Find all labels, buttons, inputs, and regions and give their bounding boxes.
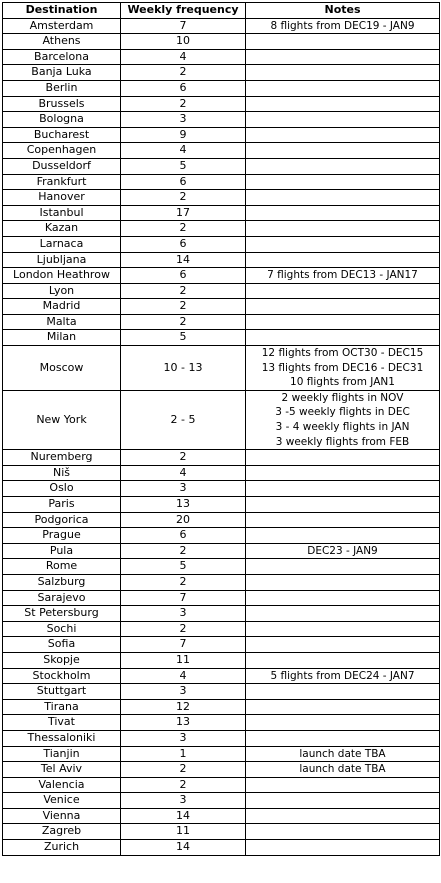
table-row <box>3 621 440 637</box>
destination-cell: Stockholm <box>3 668 121 684</box>
destination-cell: Barcelona <box>3 49 121 65</box>
notes-cell <box>246 543 440 559</box>
frequency-cell: 6 <box>121 236 246 252</box>
frequency-cell: 4 <box>121 465 246 481</box>
table-row <box>3 840 440 856</box>
frequency-cell: 14 <box>121 808 246 824</box>
destination-cell: Banja Luka <box>3 65 121 81</box>
frequency-cell: 2 <box>121 283 246 299</box>
table-row <box>3 34 440 50</box>
note-line: 10 flights from JAN1 <box>290 376 395 389</box>
destination-cell: Paris <box>3 497 121 513</box>
destination-cell: Istanbul <box>3 205 121 221</box>
frequency-cell: 7 <box>121 637 246 653</box>
frequency-cell: 17 <box>121 205 246 221</box>
table-row <box>3 65 440 81</box>
note-line: launch date TBA <box>299 763 386 776</box>
table-row <box>3 330 440 346</box>
frequency-cell: 12 <box>121 699 246 715</box>
notes-cell <box>246 65 440 81</box>
frequency-cell: 5 <box>121 158 246 174</box>
frequency-cell: 7 <box>121 590 246 606</box>
notes-cell <box>246 777 440 793</box>
note-line: DEC23 - JAN9 <box>307 544 378 557</box>
table-row <box>3 112 440 128</box>
frequency-cell: 14 <box>121 252 246 268</box>
frequency-cell: 6 <box>121 80 246 96</box>
table-row <box>3 80 440 96</box>
notes-cell <box>246 684 440 700</box>
note-line: 3 - 4 weekly flights in JAN <box>275 421 410 434</box>
notes-cell <box>246 574 440 590</box>
frequency-cell: 14 <box>121 840 246 856</box>
notes-cell <box>246 559 440 575</box>
destination-cell: Vienna <box>3 808 121 824</box>
table-row <box>3 18 440 34</box>
frequency-cell: 3 <box>121 730 246 746</box>
notes-cell <box>246 590 440 606</box>
destination-cell: Tirana <box>3 699 121 715</box>
table-row <box>3 49 440 65</box>
destination-cell: Valencia <box>3 777 121 793</box>
frequency-cell: 2 <box>121 221 246 237</box>
flights-table <box>2 2 440 856</box>
note-line: 5 flights from DEC24 - JAN7 <box>270 669 415 682</box>
destination-cell: Venice <box>3 793 121 809</box>
table-row <box>3 512 440 528</box>
table-row <box>3 390 440 449</box>
table-body <box>3 18 440 855</box>
table-header <box>3 3 440 19</box>
destination-cell: Zagreb <box>3 824 121 840</box>
destination-cell: Tianjin <box>3 746 121 762</box>
destination-cell: Podgorica <box>3 512 121 528</box>
destination-cell: Moscow <box>3 346 121 391</box>
notes-cell <box>246 481 440 497</box>
frequency-cell: 11 <box>121 652 246 668</box>
notes-cell <box>246 512 440 528</box>
frequency-cell: 2 <box>121 621 246 637</box>
frequency-cell: 2 <box>121 190 246 206</box>
table-row <box>3 96 440 112</box>
notes-cell <box>246 299 440 315</box>
notes-cell <box>246 390 440 449</box>
notes-cell <box>246 746 440 762</box>
frequency-cell: 3 <box>121 684 246 700</box>
frequency-cell: 6 <box>121 174 246 190</box>
frequency-cell: 4 <box>121 49 246 65</box>
frequency-cell: 2 <box>121 65 246 81</box>
notes-cell <box>246 18 440 34</box>
table-row <box>3 746 440 762</box>
notes-cell <box>246 112 440 128</box>
table-row <box>3 174 440 190</box>
table-row <box>3 127 440 143</box>
table-row <box>3 143 440 159</box>
table-row <box>3 252 440 268</box>
frequency-cell: 2 <box>121 96 246 112</box>
header-destination: Destination <box>3 3 121 19</box>
note-line: 12 flights from OCT30 - DEC15 <box>261 347 424 360</box>
notes-cell <box>246 80 440 96</box>
notes-cell <box>246 346 440 391</box>
frequency-cell: 13 <box>121 715 246 731</box>
table-row <box>3 808 440 824</box>
frequency-cell: 2 <box>121 777 246 793</box>
notes-cell <box>246 808 440 824</box>
frequency-cell: 10 - 13 <box>121 346 246 391</box>
frequency-cell: 2 <box>121 314 246 330</box>
frequency-cell: 1 <box>121 746 246 762</box>
destination-cell: Malta <box>3 314 121 330</box>
table-row <box>3 652 440 668</box>
frequency-cell: 2 <box>121 299 246 315</box>
destination-cell: Rome <box>3 559 121 575</box>
notes-cell <box>246 236 440 252</box>
frequency-cell: 5 <box>121 559 246 575</box>
table-row <box>3 283 440 299</box>
table-row <box>3 559 440 575</box>
table-row <box>3 684 440 700</box>
notes-cell <box>246 637 440 653</box>
notes-cell <box>246 127 440 143</box>
frequency-cell: 10 <box>121 34 246 50</box>
frequency-cell: 7 <box>121 18 246 34</box>
destination-cell: Ljubljana <box>3 252 121 268</box>
table-row <box>3 299 440 315</box>
table-row <box>3 221 440 237</box>
destination-cell: Kazan <box>3 221 121 237</box>
table-row <box>3 824 440 840</box>
frequency-cell: 6 <box>121 528 246 544</box>
table-row <box>3 730 440 746</box>
notes-cell <box>246 715 440 731</box>
destination-cell: Bologna <box>3 112 121 128</box>
notes-cell <box>246 268 440 284</box>
frequency-cell: 9 <box>121 127 246 143</box>
destination-cell: Hanover <box>3 190 121 206</box>
frequency-cell: 6 <box>121 268 246 284</box>
notes-cell <box>246 621 440 637</box>
notes-cell <box>246 840 440 856</box>
destination-cell: Athens <box>3 34 121 50</box>
table-row <box>3 497 440 513</box>
destination-cell: Prague <box>3 528 121 544</box>
notes-cell <box>246 528 440 544</box>
frequency-cell: 5 <box>121 330 246 346</box>
table-row <box>3 637 440 653</box>
header-weekly-frequency: Weekly frequency <box>121 3 246 19</box>
notes-cell <box>246 96 440 112</box>
table-row <box>3 590 440 606</box>
table-row <box>3 574 440 590</box>
notes-cell <box>246 699 440 715</box>
table-row <box>3 668 440 684</box>
frequency-cell: 4 <box>121 668 246 684</box>
destination-cell: New York <box>3 390 121 449</box>
destination-cell: Copenhagen <box>3 143 121 159</box>
destination-cell: London Heathrow <box>3 268 121 284</box>
destination-cell: Amsterdam <box>3 18 121 34</box>
frequency-cell: 2 <box>121 762 246 778</box>
destination-cell: Sofia <box>3 637 121 653</box>
destination-cell: Sarajevo <box>3 590 121 606</box>
destination-cell: Sochi <box>3 621 121 637</box>
table-row <box>3 346 440 391</box>
notes-cell <box>246 730 440 746</box>
destination-cell: Bucharest <box>3 127 121 143</box>
frequency-cell: 2 <box>121 574 246 590</box>
note-line: 7 flights from DEC13 - JAN17 <box>267 269 418 282</box>
destination-cell: Stuttgart <box>3 684 121 700</box>
table-row <box>3 205 440 221</box>
notes-cell <box>246 190 440 206</box>
destination-cell: Tel Aviv <box>3 762 121 778</box>
destination-cell: Madrid <box>3 299 121 315</box>
table-row <box>3 158 440 174</box>
table-row <box>3 699 440 715</box>
destination-cell: St Petersburg <box>3 606 121 622</box>
destination-cell: Zurich <box>3 840 121 856</box>
notes-cell <box>246 34 440 50</box>
destination-cell: Brussels <box>3 96 121 112</box>
destination-cell: Oslo <box>3 481 121 497</box>
notes-cell <box>246 668 440 684</box>
destination-cell: Milan <box>3 330 121 346</box>
notes-cell <box>246 450 440 466</box>
frequency-cell: 20 <box>121 512 246 528</box>
destination-cell: Tivat <box>3 715 121 731</box>
table-row <box>3 793 440 809</box>
frequency-cell: 2 - 5 <box>121 390 246 449</box>
notes-cell <box>246 174 440 190</box>
destination-cell: Pula <box>3 543 121 559</box>
table-row <box>3 314 440 330</box>
destination-cell: Lyon <box>3 283 121 299</box>
notes-cell <box>246 606 440 622</box>
note-line: 8 flights from DEC19 - JAN9 <box>270 19 415 32</box>
frequency-cell: 2 <box>121 543 246 559</box>
table-row <box>3 762 440 778</box>
note-line: 13 flights from DEC16 - DEC31 <box>261 361 424 374</box>
note-line: launch date TBA <box>299 747 386 760</box>
destination-cell: Berlin <box>3 80 121 96</box>
notes-cell <box>246 252 440 268</box>
table-row <box>3 777 440 793</box>
destination-cell: Larnaca <box>3 236 121 252</box>
frequency-cell: 11 <box>121 824 246 840</box>
notes-cell <box>246 652 440 668</box>
notes-cell <box>246 158 440 174</box>
header-notes: Notes <box>246 3 440 19</box>
destination-cell: Skopje <box>3 652 121 668</box>
destination-cell: Niš <box>3 465 121 481</box>
frequency-cell: 4 <box>121 143 246 159</box>
table-row <box>3 481 440 497</box>
table-row <box>3 190 440 206</box>
notes-cell <box>246 205 440 221</box>
note-line: 3 weekly flights from FEB <box>275 435 410 448</box>
header-row <box>3 3 440 19</box>
destination-cell: Dusseldorf <box>3 158 121 174</box>
destination-cell: Nuremberg <box>3 450 121 466</box>
notes-cell <box>246 497 440 513</box>
table-row <box>3 450 440 466</box>
destination-cell: Thessaloniki <box>3 730 121 746</box>
destination-cell: Salzburg <box>3 574 121 590</box>
table-row <box>3 465 440 481</box>
notes-cell <box>246 221 440 237</box>
notes-cell <box>246 762 440 778</box>
table-row <box>3 543 440 559</box>
table-row <box>3 528 440 544</box>
note-line: 3 -5 weekly flights in DEC <box>275 406 410 419</box>
notes-cell <box>246 314 440 330</box>
notes-cell <box>246 793 440 809</box>
notes-cell <box>246 283 440 299</box>
table-row <box>3 268 440 284</box>
frequency-cell: 2 <box>121 450 246 466</box>
frequency-cell: 3 <box>121 112 246 128</box>
destination-cell: Frankfurt <box>3 174 121 190</box>
notes-cell <box>246 824 440 840</box>
frequency-cell: 3 <box>121 606 246 622</box>
frequency-cell: 13 <box>121 497 246 513</box>
table-row <box>3 715 440 731</box>
table-row <box>3 606 440 622</box>
frequency-cell: 3 <box>121 793 246 809</box>
notes-cell <box>246 330 440 346</box>
notes-cell <box>246 49 440 65</box>
note-line: 2 weekly flights in NOV <box>281 391 404 404</box>
notes-cell <box>246 143 440 159</box>
table-row <box>3 236 440 252</box>
notes-cell <box>246 465 440 481</box>
frequency-cell: 3 <box>121 481 246 497</box>
